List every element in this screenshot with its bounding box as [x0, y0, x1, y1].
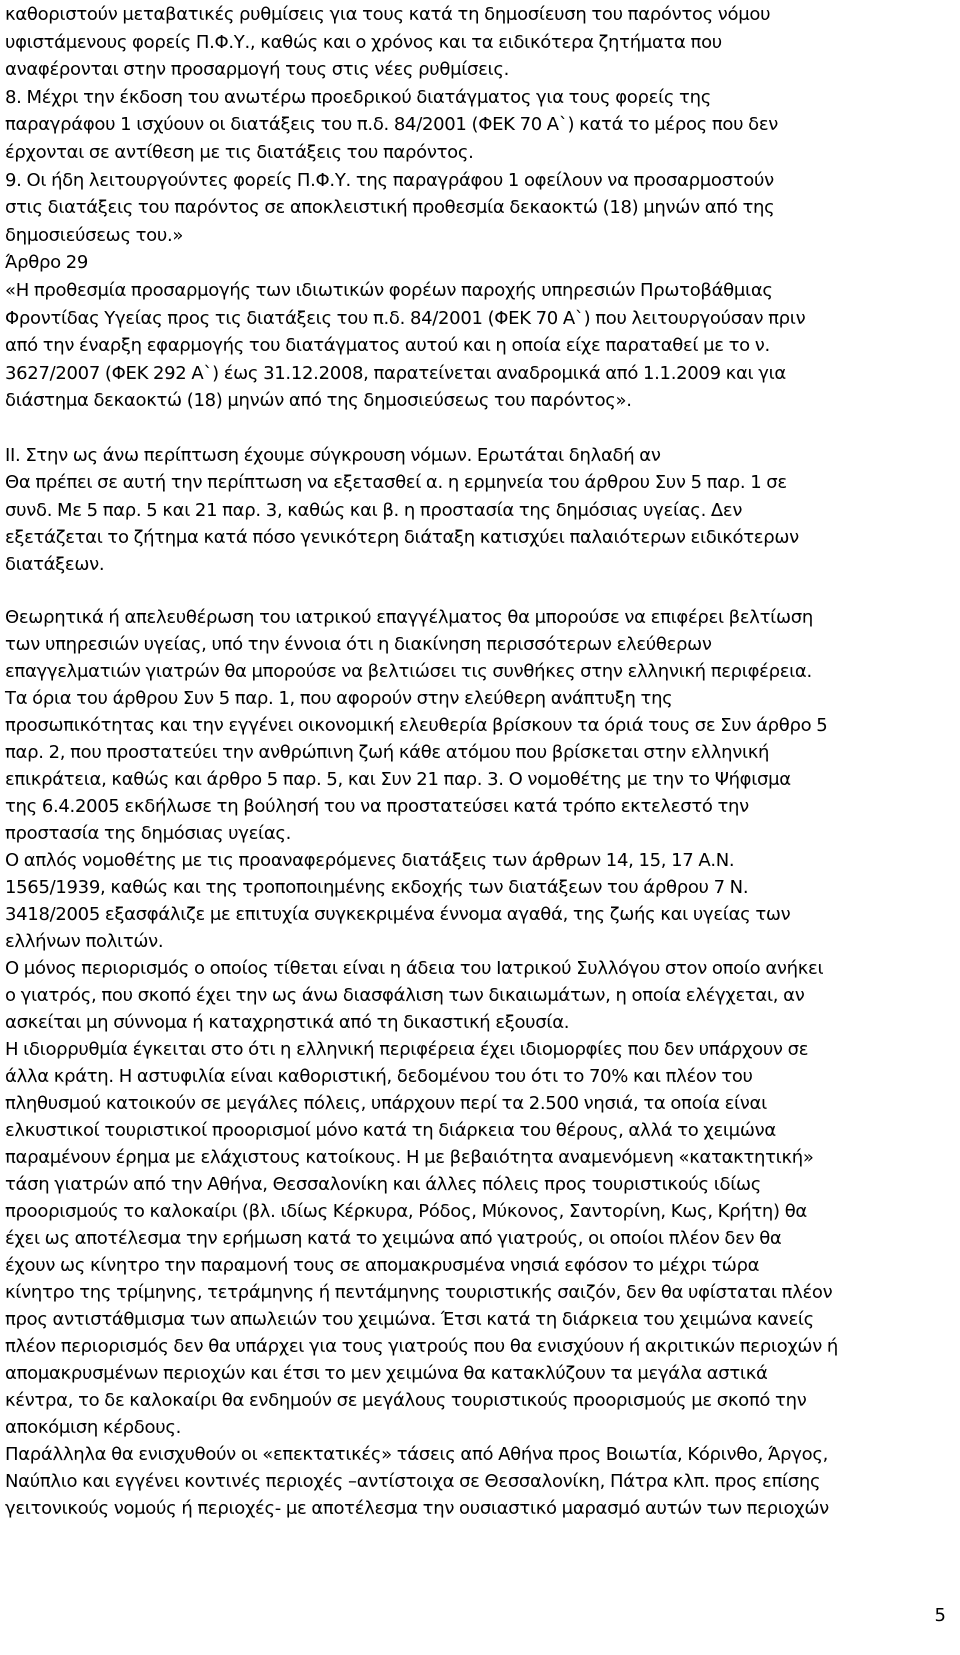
text-line: παρ. 2, που προστατεύει την ανθρώπινη ζωή κάθε ατόμου που βρίσκεται στην ελληνική	[5, 742, 770, 764]
text-line: παραγράφου 1 ισχύουν οι διατάξεις του π.δ. 84/2001 (ΦΕΚ 70 Α`) κατά το μέρος που δεν	[5, 114, 779, 136]
text-line: τάση γιατρών από την Αθήνα, Θεσσαλονίκη και άλλες πόλεις προς τουριστικούς ιδίως	[5, 1174, 762, 1196]
text-line: 1565/1939, καθώς και της τροποποιημένης εκδοχής των διατάξεων του άρθρου 7 Ν.	[5, 877, 749, 899]
text-line: Παράλληλα θα ενισχυθούν οι «επεκτατικές» τάσεις από Αθήνα προς Βοιωτία, Κόρινθο, Άργος,	[5, 1444, 829, 1466]
text-line: άλλα κράτη. Η αστυφιλία είναι καθοριστική, δεδομένου του ότι το 70% και πλέον του	[5, 1066, 753, 1088]
text-line: ελλήνων πολιτών.	[5, 931, 164, 953]
text-line: προς αντιστάθμισμα των απωλειών του χειμώνα. Έτσι κατά τη διάρκεια του χειμώνα κανείς	[5, 1309, 814, 1331]
document-page	[5, 0, 953, 1522]
text-line: επαγγελματιών γιατρών θα μπορούσε να βελτιώσει τις συνθήκες στην ελληνική περιφέρεια.	[5, 661, 812, 683]
paragraph-block-b	[5, 442, 953, 578]
text-line: παραμένουν έρημα με ελάχιστους κατοίκους. Η με βεβαιότητα αναμενόμενη «κατακτητική»	[5, 1147, 814, 1169]
text-line: της 6.4.2005 εκδήλωσε τη βούλησή του να προστατεύσει κατά τρόπο εκτελεστό την	[5, 796, 749, 818]
text-line: Θεωρητικά ή απελευθέρωση του ιατρικού επαγγέλματος θα μπορούσε να επιφέρει βελτίωση	[5, 607, 813, 629]
text-line: Η ιδιορρυθμία έγκειται στο ότι η ελληνική περιφέρεια έχει ιδιομορφίες που δεν υπάρχουν σε	[5, 1039, 809, 1061]
text-line: διάστημα δεκαοκτώ (18) μηνών από της δημοσιεύσεως του παρόντος».	[5, 390, 632, 412]
text-line: ΙΙ. Στην ως άνω περίπτωση έχουμε σύγκρουση νόμων. Ερωτάται δηλαδή αν	[5, 444, 661, 466]
text-line: έχει ως αποτέλεσμα την ερήμωση κατά το χειμώνα από γιατρούς, οι οποίοι πλέον δεν θα	[5, 1228, 782, 1250]
text-line: 3418/2005 εξασφάλιζε με επιτυχία συγκεκριμένα έννομα αγαθά, της ζωής και υγείας των	[5, 904, 791, 926]
section-heading: Άρθρο 29	[5, 252, 89, 274]
text-line: «Η προθεσμία προσαρμογής των ιδιωτικών φορέων παροχής υπηρεσιών Πρωτοβάθμιας	[5, 279, 773, 301]
text-line: στις διατάξεις του παρόντος σε αποκλειστική προθεσμία δεκαοκτώ (18) μηνών από της	[5, 197, 775, 219]
text-line: αναφέρονται στην προσαρμογή τους στις νέες ρυθμίσεις.	[5, 59, 510, 81]
text-line: πληθυσμού κατοικούν σε μεγάλες πόλεις, υπάρχουν περί τα 2.500 νησιά, τα οποία είναι	[5, 1093, 767, 1115]
text-line: 8. Μέχρι την έκδοση του ανωτέρω προεδρικού διατάγματος για τους φορείς της	[5, 86, 711, 108]
paragraph-block-c	[5, 604, 953, 1522]
text-line: 9. Οι ήδη λειτουργούντες φορείς Π.Φ.Υ. της παραγράφου 1 οφείλουν να προσαρμοστούν	[5, 169, 774, 191]
text-line: Θα πρέπει σε αυτή την περίπτωση να εξετασθεί α. η ερμηνεία του άρθρου Συν 5 παρ. 1 σε	[5, 472, 787, 494]
text-line: απομακρυσμένων περιοχών και έτσι το μεν χειμώνα θα κατακλύζουν τα μεγάλα αστικά	[5, 1363, 768, 1385]
text-line: Φροντίδας Υγείας προς τις διατάξεις του π.δ. 84/2001 (ΦΕΚ 70 Α`) που λειτουργούσαν πριν	[5, 307, 806, 329]
page-number: 5	[934, 1605, 946, 1626]
text-line: καθοριστούν μεταβατικές ρυθμίσεις για τους κατά τη δημοσίευση του παρόντος νόμου	[5, 4, 771, 25]
text-line: 3627/2007 (ΦΕΚ 292 Α`) έως 31.12.2008, παρατείνεται αναδρομικά από 1.1.2009 και για	[5, 362, 786, 384]
text-line: εξετάζεται το ζήτημα κατά πόσο γενικότερη διάταξη κατισχύει παλαιότερων ειδικότερων	[5, 526, 799, 548]
text-line: ο γιατρός, που σκοπό έχει την ως άνω διασφάλιση των δικαιωμάτων, η οποία ελέγχεται, αν	[5, 985, 805, 1007]
text-line: προσωπικότητας και την εγγένει οικονομική ελευθερία βρίσκουν τα όριά τους σε Συν άρθρο 5	[5, 715, 828, 737]
text-line: δημοσιεύσεως του.»	[5, 224, 184, 246]
text-line: κίνητρο της τρίμηνης, τετράμηνης ή πεντάμηνης τουριστικής σαιζόν, δεν θα υφίσταται πλέον	[5, 1282, 833, 1304]
text-line: έχουν ως κίνητρο την παραμονή τους σε απομακρυσμένα νησιά εφόσον το μέχρι τώρα	[5, 1255, 760, 1277]
text-line: από την έναρξη εφαρμογής του διατάγματος αυτού και η οποία είχε παραταθεί με το ν.	[5, 335, 770, 357]
text-line: Τα όρια του άρθρου Συν 5 παρ. 1, που αφορούν στην ελεύθερη ανάπτυξη της	[5, 688, 673, 710]
text-line: Ο μόνος περιορισμός ο οποίος τίθεται είναι η άδεια του Ιατρικού Συλλόγου στον οποίο ανήκει	[5, 958, 824, 980]
text-line: κέντρα, το δε καλοκαίρι θα ενδημούν σε μεγάλους τουριστικούς προορισμούς με σκοπό την	[5, 1390, 807, 1412]
text-line: υφιστάμενους φορείς Π.Φ.Υ., καθώς και ο χρόνος και τα ειδικότερα ζητήματα που	[5, 31, 722, 53]
text-line: προορισμούς το καλοκαίρι (βλ. ιδίως Κέρκυρα, Ρόδος, Μύκονος, Σαντορίνη, Κως, Κρήτη) θα	[5, 1201, 807, 1223]
text-line: επικράτεια, καθώς και άρθρο 5 παρ. 5, και Συν 21 παρ. 3. Ο νομοθέτης με την το Ψήφισμα	[5, 769, 791, 791]
text-line: γειτονικούς νομούς ή περιοχές- με αποτέλεσμα την ουσιαστικό μαρασμό αυτών των περιοχών	[5, 1498, 829, 1520]
text-line: ασκείται μη σύννομα ή καταχρηστικά από τη δικαστική εξουσία.	[5, 1012, 570, 1034]
text-line: των υπηρεσιών υγείας, υπό την έννοια ότι η διακίνηση περισσότερων ελεύθερων	[5, 634, 712, 656]
paragraph-block-a	[5, 1, 953, 415]
text-line: διατάξεων.	[5, 554, 105, 576]
text-line: αποκόμιση κέρδους.	[5, 1417, 182, 1439]
text-line: έρχονται σε αντίθεση με τις διατάξεις του παρόντος.	[5, 141, 474, 163]
text-line: Ναύπλιο και εγγένει κοντινές περιοχές –αντίστοιχα σε Θεσσαλονίκη, Πάτρα κλπ. προς επίσης	[5, 1471, 821, 1493]
text-line: συνδ. Με 5 παρ. 5 και 21 παρ. 3, καθώς και β. η προστασία της δημόσιας υγείας. Δεν	[5, 499, 743, 521]
blank-line	[5, 578, 953, 604]
blank-line	[5, 415, 953, 442]
text-line: πλέον περιορισμός δεν θα υπάρχει για τους γιατρούς που θα ενισχύουν ή ακριτικών περιοχών ή	[5, 1336, 838, 1358]
text-line: ελκυστικοί τουριστικοί προορισμοί μόνο κατά τη διάρκεια του θέρους, αλλά το χειμώνα	[5, 1120, 776, 1142]
text-line: Ο απλός νομοθέτης με τις προαναφερόμενες διατάξεις των άρθρων 14, 15, 17 Α.Ν.	[5, 850, 735, 872]
text-line: προστασία της δημόσιας υγείας.	[5, 823, 292, 845]
